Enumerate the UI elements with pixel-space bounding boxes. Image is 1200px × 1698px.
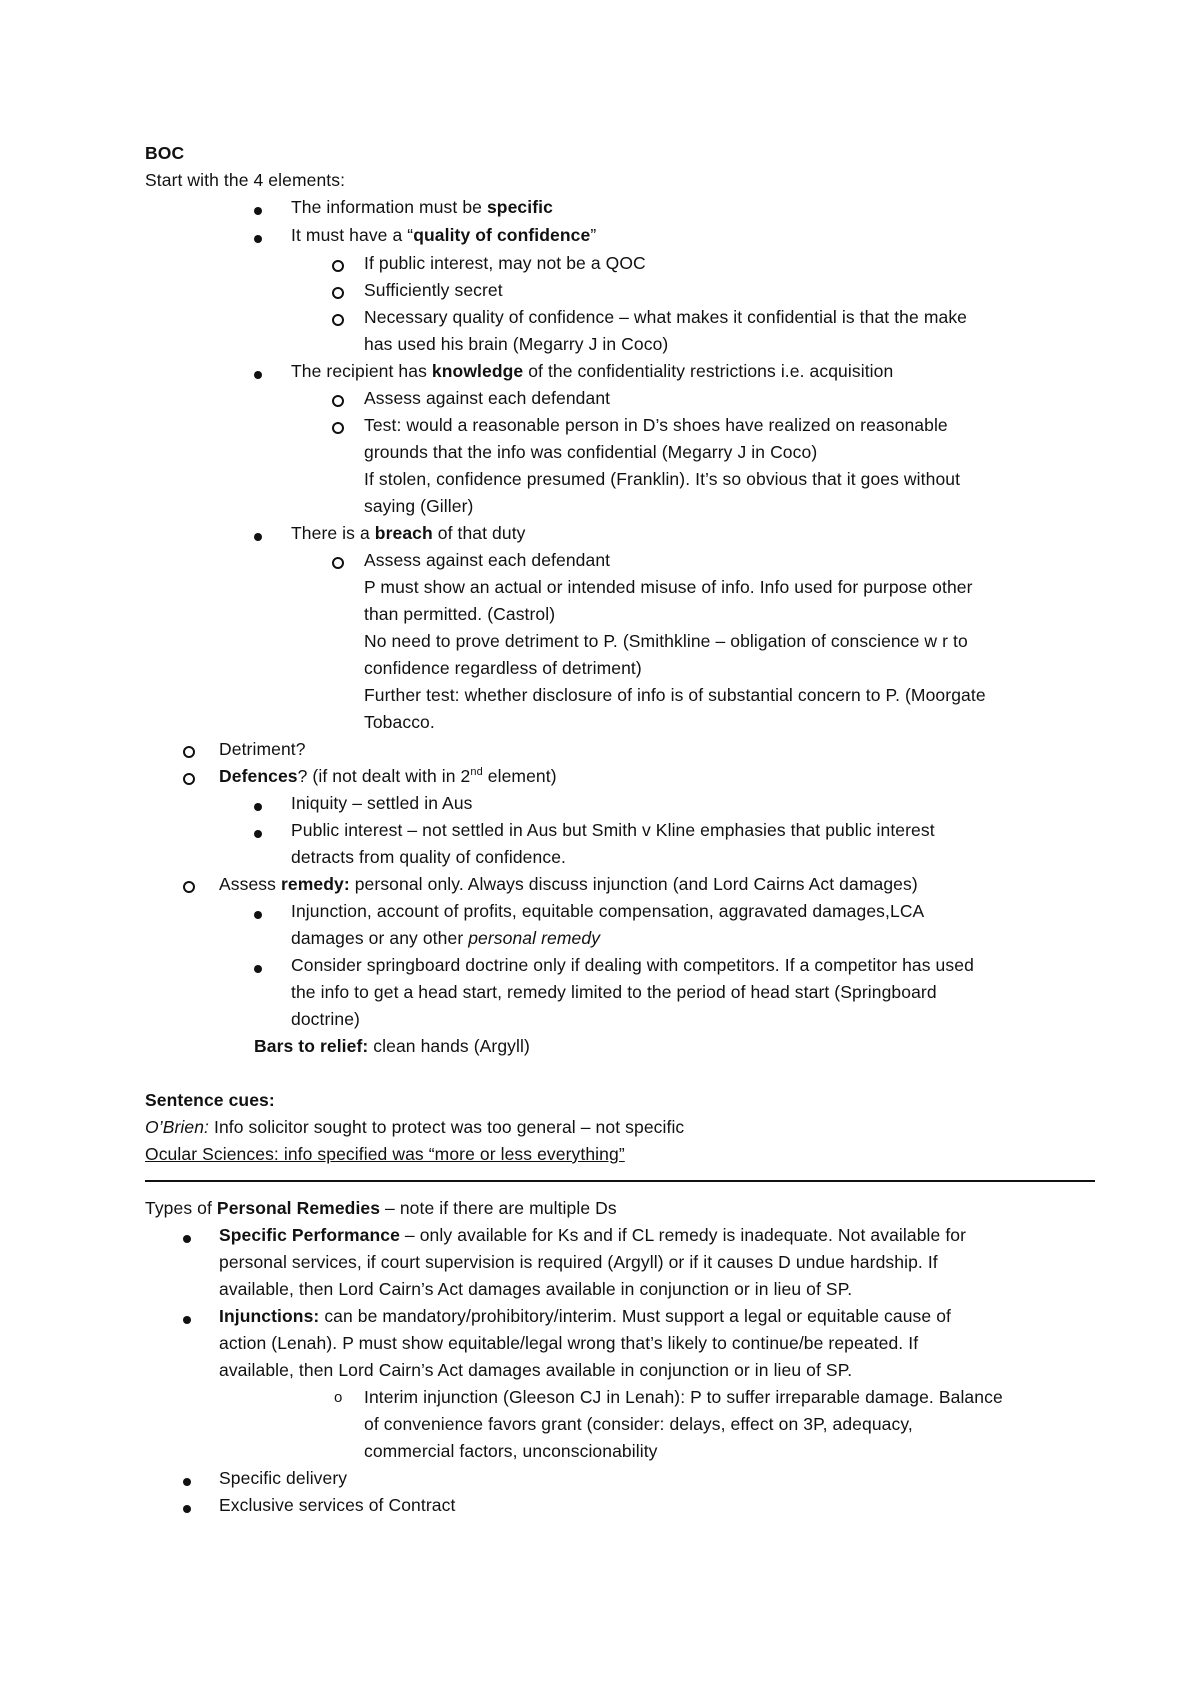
bullet-icon bbox=[254, 371, 262, 379]
bars-to-relief: Bars to relief: clean hands (Argyll) bbox=[254, 1036, 530, 1056]
defences-item: Defences? (if not dealt with in 2nd element) bbox=[219, 766, 557, 786]
element-quality: It must have a “quality of confidence” bbox=[291, 225, 597, 245]
cue-obrien: O’Brien: Info solicitor sought to protect was too general – not specific bbox=[145, 1117, 685, 1137]
ring-bullet-icon bbox=[183, 773, 195, 785]
list-item: Tobacco. bbox=[364, 712, 435, 732]
divider bbox=[145, 1180, 1095, 1182]
ring-bullet-icon bbox=[332, 260, 344, 272]
list-item: personal services, if court supervision is required (Argyll) or if it causes D undue hardship. If bbox=[219, 1252, 938, 1272]
list-item: the info to get a head start, remedy limited to the period of head start (Springboard bbox=[291, 982, 937, 1002]
detriment-item: Detriment? bbox=[219, 739, 306, 759]
specific-performance-item: Specific Performance – only available for Ks and if CL remedy is inadequate. Not available for bbox=[219, 1225, 967, 1245]
ring-bullet-icon bbox=[332, 287, 344, 299]
list-item: Consider springboard doctrine only if dealing with competitors. If a competitor has used bbox=[291, 955, 974, 975]
list-item: than permitted. (Castrol) bbox=[364, 604, 556, 624]
list-item: of convenience favors grant (consider: delays, effect on 3P, adequacy, bbox=[364, 1414, 913, 1434]
bullet-icon bbox=[254, 235, 262, 243]
list-item: action (Lenah). P must show equitable/legal wrong that’s likely to continue/be repeated. If bbox=[219, 1333, 919, 1353]
remedies-intro: Types of Personal Remedies – note if there are multiple Ds bbox=[145, 1198, 617, 1218]
list-item: damages or any other personal remedy bbox=[291, 928, 601, 948]
ring-bullet-icon bbox=[332, 395, 344, 407]
list-item: Public interest – not settled in Aus but Smith v Kline emphasies that public interest bbox=[291, 820, 935, 840]
list-item: commercial factors, unconscionability bbox=[364, 1441, 658, 1461]
boc-intro: Start with the 4 elements: bbox=[145, 170, 346, 190]
list-item: Assess against each defendant bbox=[364, 388, 611, 408]
list-item: available, then Lord Cairn’s Act damages available in conjunction or in lieu of SP. bbox=[219, 1279, 853, 1299]
list-item: No need to prove detriment to P. (Smithkline – obligation of conscience w r to bbox=[364, 631, 968, 651]
ring-bullet-icon bbox=[183, 746, 195, 758]
boc-title: BOC bbox=[145, 143, 185, 163]
list-item: saying (Giller) bbox=[364, 496, 474, 516]
list-item: Assess against each defendant bbox=[364, 550, 611, 570]
bullet-icon bbox=[183, 1505, 191, 1513]
list-item: If public interest, may not be a QOC bbox=[364, 253, 646, 273]
sentence-cues-heading: Sentence cues: bbox=[145, 1090, 275, 1110]
list-item: doctrine) bbox=[291, 1009, 360, 1029]
bullet-icon bbox=[254, 533, 262, 541]
ring-bullet-icon bbox=[332, 557, 344, 569]
list-item: Further test: whether disclosure of info is of substantial concern to P. (Moorgate bbox=[364, 685, 986, 705]
list-item: Injunction, account of profits, equitable compensation, aggravated damages,LCA bbox=[291, 901, 925, 921]
ring-bullet-icon bbox=[332, 314, 344, 326]
cue-ocular: Ocular Sciences: info specified was “more or less everything” bbox=[145, 1144, 625, 1164]
element-breach: There is a breach of that duty bbox=[291, 523, 526, 543]
ring-bullet-icon bbox=[183, 881, 195, 893]
list-item: P must show an actual or intended misuse of info. Info used for purpose other bbox=[364, 577, 973, 597]
list-item: Specific delivery bbox=[219, 1468, 348, 1488]
bullet-icon bbox=[183, 1316, 191, 1324]
list-item: has used his brain (Megarry J in Coco) bbox=[364, 334, 669, 354]
bullet-icon bbox=[254, 965, 262, 973]
list-item: detracts from quality of confidence. bbox=[291, 847, 566, 867]
sub-bullet-icon: o bbox=[334, 1389, 343, 1406]
ring-bullet-icon bbox=[332, 422, 344, 434]
list-item: grounds that the info was confidential (Megarry J in Coco) bbox=[364, 442, 818, 462]
list-item: Interim injunction (Gleeson CJ in Lenah): P to suffer irreparable damage. Balance bbox=[364, 1387, 1003, 1407]
element-knowledge: The recipient has knowledge of the confidentiality restrictions i.e. acquisition bbox=[291, 361, 894, 381]
bullet-icon bbox=[254, 803, 262, 811]
list-item: Iniquity – settled in Aus bbox=[291, 793, 473, 813]
element-specific: The information must be specific bbox=[291, 197, 553, 217]
bullet-icon bbox=[254, 911, 262, 919]
list-item: Necessary quality of confidence – what makes it confidential is that the make bbox=[364, 307, 968, 327]
list-item: Test: would a reasonable person in D’s shoes have realized on reasonable bbox=[364, 415, 948, 435]
injunctions-item: Injunctions: can be mandatory/prohibitory/interim. Must support a legal or equitable cause of bbox=[219, 1306, 951, 1326]
remedy-item: Assess remedy: personal only. Always discuss injunction (and Lord Cairns Act damages) bbox=[219, 874, 918, 894]
list-item: available, then Lord Cairn’s Act damages available in conjunction or in lieu of SP. bbox=[219, 1360, 853, 1380]
list-item: If stolen, confidence presumed (Franklin). It’s so obvious that it goes without bbox=[364, 469, 961, 489]
bullet-icon bbox=[183, 1235, 191, 1243]
list-item: Sufficiently secret bbox=[364, 280, 503, 300]
list-item: Exclusive services of Contract bbox=[219, 1495, 456, 1515]
bullet-icon bbox=[254, 207, 262, 215]
bullet-icon bbox=[183, 1478, 191, 1486]
bullet-icon bbox=[254, 830, 262, 838]
list-item: confidence regardless of detriment) bbox=[364, 658, 642, 678]
